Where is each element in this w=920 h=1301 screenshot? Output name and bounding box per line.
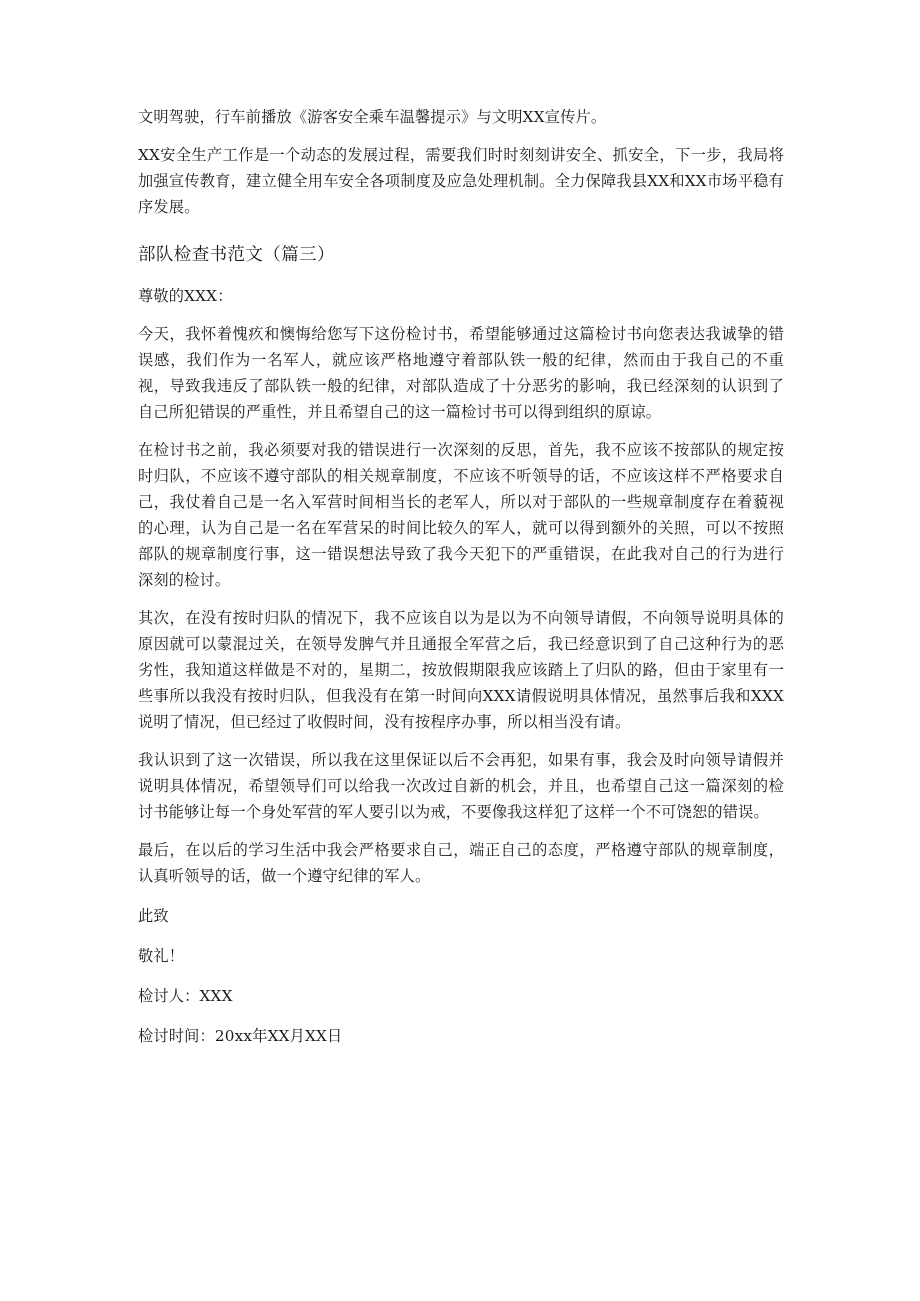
document-page [138, 104, 784, 1049]
intro-paragraph: XX安全生产工作是一个动态的发展过程，需要我们时时刻刻讲安全、抓安全，下一步，我局将加强宣传教育，建立健全用车安全各项制度及应急处理机制。全力保障我县XX和XX市场平稳有序发展。 [138, 146, 784, 216]
section-title: 部队检查书范文（篇三） [138, 245, 335, 265]
regards-line: 敬礼！ [138, 947, 185, 965]
body-paragraph: 在检讨书之前，我必须要对我的错误进行一次深刻的反思，首先，我不应该不按部队的规定按时归队，不应该不遵守部队的相关规章制度，不应该不听领导的话，不应该这样不严格要求自己，我仗着自己是一名入军营时间相当长的老军人，所以对于部队的一些规章制度存在着藐视的心理，认为自己是一名在军营呆的时间比较久的军人，就可以得到额外的关照，可以不按照部队的规章制度行事，这一错误想法导致了我今天犯下的严重错误，在此我对自己的行为进行深刻的检讨。 [138, 441, 784, 589]
signer-line: 检讨人：XXX [138, 987, 233, 1005]
body-paragraph: 最后，在以后的学习生活中我会严格要求自己，端正自己的态度，严格遵守部队的规章制度，认真听领导的话，做一个遵守纪律的军人。 [138, 841, 784, 885]
body-paragraph: 我认识到了这一次错误，所以我在这里保证以后不会再犯，如果有事，我会及时向领导请假并说明具体情况，希望领导们可以给我一次改过自新的机会，并且，也希望自己这一篇深刻的检讨书能够让每一个身处军营的军人要引以为戒，不要像我这样犯了这样一个不可饶恕的错误。 [138, 751, 784, 821]
date-line: 检讨时间：20xx年XX月XX日 [138, 1027, 343, 1045]
salutation: 尊敬的XXX： [138, 287, 233, 305]
closing-line: 此致 [138, 907, 169, 925]
body-paragraph: 今天，我怀着愧疚和懊悔给您写下这份检讨书，希望能够通过这篇检讨书向您表达我诚挚的错误感，我们作为一名军人，就应该严格地遵守着部队铁一般的纪律，然而由于我自己的不重视，导致我违反了部队铁一般的纪律，对部队造成了十分恶劣的影响，我已经深刻的认识到了自己所犯错误的严重性，并且希望自己的这一篇检讨书可以得到组织的原谅。 [138, 325, 784, 421]
body-paragraph: 其次，在没有按时归队的情况下，我不应该自以为是以为不向领导请假，不向领导说明具体的原因就可以蒙混过关，在领导发脾气并且通报全军营之后，我已经意识到了自己这种行为的恶劣性，我知道这样做是不对的，星期二，按放假期限我应该踏上了归队的路，但由于家里有一些事所以我没有按时归队，但我没有在第一时间向XXX请假说明具体情况，虽然事后我和XXX说明了情况，但已经过了收假时间，没有按程序办事，所以相当没有请。 [138, 609, 784, 731]
intro-paragraph: 文明驾驶，行车前播放《游客安全乘车温馨提示》与文明XX宣传片。 [138, 108, 607, 126]
